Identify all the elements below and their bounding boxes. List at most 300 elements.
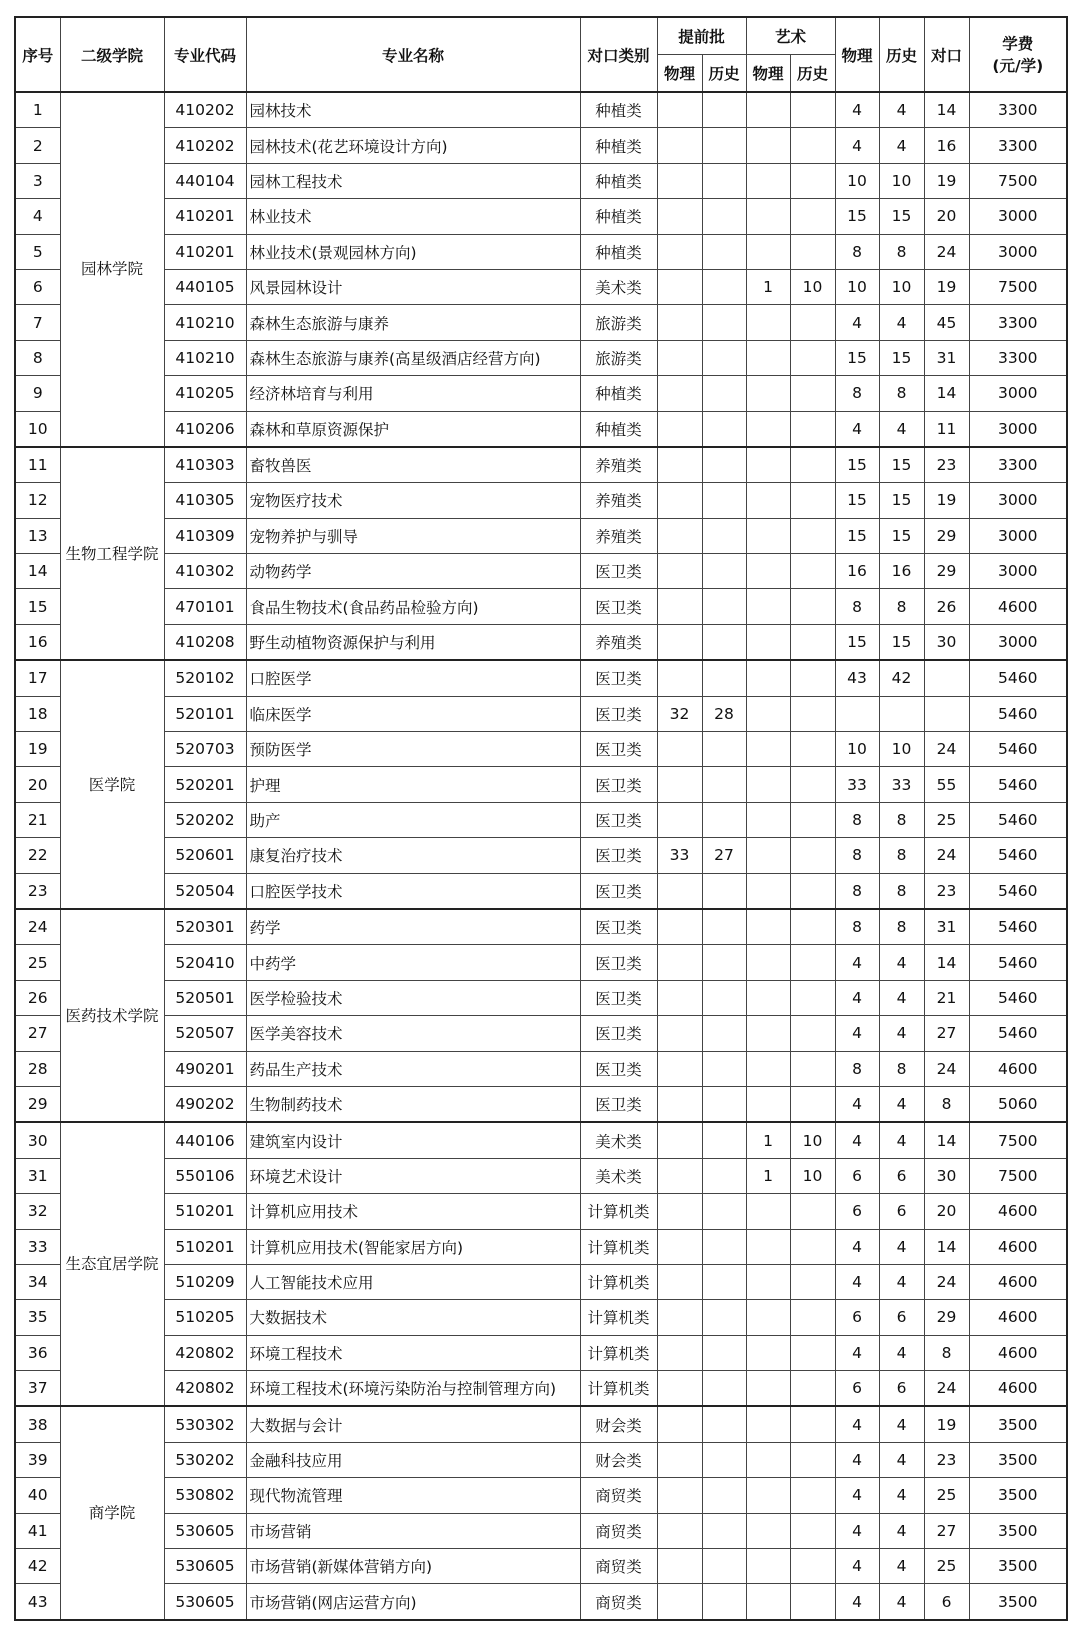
cell-art-physics <box>746 1478 790 1513</box>
cell-category: 医卫类 <box>580 660 657 696</box>
cell-code: 520504 <box>164 873 246 909</box>
cell-code: 520703 <box>164 732 246 767</box>
cell-seq: 35 <box>15 1300 60 1335</box>
cell-early-history <box>702 980 746 1015</box>
cell-name: 风景园林设计 <box>246 269 580 304</box>
cell-name: 环境工程技术(环境污染防治与控制管理方向) <box>246 1371 580 1407</box>
cell-category: 财会类 <box>580 1406 657 1442</box>
cell-category: 医卫类 <box>580 838 657 873</box>
cell-physics: 10 <box>835 269 879 304</box>
cell-early-history <box>702 340 746 375</box>
cell-seq: 12 <box>15 483 60 518</box>
cell-seq: 28 <box>15 1051 60 1086</box>
cell-art-history <box>790 518 835 553</box>
cell-category: 种植类 <box>580 128 657 163</box>
cell-early-physics <box>657 732 702 767</box>
cell-seq: 32 <box>15 1194 60 1229</box>
cell-name: 林业技术 <box>246 199 580 234</box>
cell-fee: 3500 <box>969 1442 1067 1477</box>
cell-fee: 3500 <box>969 1584 1067 1620</box>
cell-seq: 18 <box>15 696 60 731</box>
cell-art-physics <box>746 340 790 375</box>
cell-name: 现代物流管理 <box>246 1478 580 1513</box>
cell-name: 护理 <box>246 767 580 802</box>
cell-art-physics: 1 <box>746 1122 790 1158</box>
cell-early-physics <box>657 1335 702 1370</box>
cell-category: 医卫类 <box>580 980 657 1015</box>
cell-physics: 15 <box>835 483 879 518</box>
cell-code: 530605 <box>164 1584 246 1620</box>
cell-name: 金融科技应用 <box>246 1442 580 1477</box>
cell-art-physics <box>746 1371 790 1407</box>
cell-duikou: 26 <box>924 589 969 624</box>
cell-fee: 3500 <box>969 1513 1067 1548</box>
cell-category: 医卫类 <box>580 873 657 909</box>
cell-duikou: 14 <box>924 1122 969 1158</box>
cell-category: 医卫类 <box>580 945 657 980</box>
header-physics: 物理 <box>835 17 879 92</box>
cell-seq: 24 <box>15 909 60 945</box>
cell-art-physics <box>746 696 790 731</box>
cell-seq: 36 <box>15 1335 60 1370</box>
cell-art-history <box>790 767 835 802</box>
cell-art-history <box>790 376 835 411</box>
cell-history: 4 <box>879 1478 924 1513</box>
cell-fee: 3000 <box>969 376 1067 411</box>
cell-duikou: 24 <box>924 838 969 873</box>
cell-art-history <box>790 305 835 340</box>
cell-early-physics <box>657 1016 702 1051</box>
cell-early-physics <box>657 624 702 660</box>
cell-name: 宠物医疗技术 <box>246 483 580 518</box>
cell-code: 510209 <box>164 1264 246 1299</box>
cell-code: 490202 <box>164 1086 246 1122</box>
table-row <box>15 199 1067 234</box>
cell-category: 种植类 <box>580 163 657 198</box>
cell-early-physics <box>657 234 702 269</box>
cell-physics: 4 <box>835 1229 879 1264</box>
cell-seq: 38 <box>15 1406 60 1442</box>
cell-fee: 3000 <box>969 483 1067 518</box>
cell-physics: 4 <box>835 128 879 163</box>
cell-code: 440105 <box>164 269 246 304</box>
cell-history: 8 <box>879 909 924 945</box>
cell-art-physics <box>746 624 790 660</box>
cell-seq: 26 <box>15 980 60 1015</box>
cell-early-history <box>702 376 746 411</box>
cell-category: 医卫类 <box>580 1086 657 1122</box>
cell-art-physics <box>746 1194 790 1229</box>
cell-early-history <box>702 1335 746 1370</box>
header-early-batch: 提前批 <box>657 17 746 55</box>
cell-art-history <box>790 92 835 128</box>
cell-early-physics <box>657 589 702 624</box>
cell-duikou: 14 <box>924 376 969 411</box>
cell-seq: 6 <box>15 269 60 304</box>
cell-history: 6 <box>879 1371 924 1407</box>
cell-early-physics <box>657 1086 702 1122</box>
table-row <box>15 945 1067 980</box>
cell-art-physics <box>746 732 790 767</box>
cell-name: 人工智能技术应用 <box>246 1264 580 1299</box>
cell-fee: 4600 <box>969 1335 1067 1370</box>
cell-early-history <box>702 1194 746 1229</box>
cell-code: 410201 <box>164 234 246 269</box>
cell-art-history <box>790 1016 835 1051</box>
cell-duikou: 25 <box>924 1549 969 1584</box>
cell-seq: 21 <box>15 802 60 837</box>
table-row <box>15 483 1067 518</box>
cell-early-history <box>702 1122 746 1158</box>
cell-fee: 4600 <box>969 1051 1067 1086</box>
cell-art-physics <box>746 1229 790 1264</box>
cell-duikou: 23 <box>924 1442 969 1477</box>
cell-fee: 5460 <box>969 660 1067 696</box>
cell-category: 计算机类 <box>580 1229 657 1264</box>
cell-history: 4 <box>879 1442 924 1477</box>
cell-early-history <box>702 1549 746 1584</box>
cell-duikou: 30 <box>924 624 969 660</box>
cell-category: 医卫类 <box>580 696 657 731</box>
cell-history: 15 <box>879 199 924 234</box>
cell-name: 计算机应用技术 <box>246 1194 580 1229</box>
cell-early-history <box>702 1229 746 1264</box>
cell-early-physics <box>657 1584 702 1620</box>
cell-seq: 42 <box>15 1549 60 1584</box>
cell-art-history <box>790 660 835 696</box>
cell-early-history <box>702 624 746 660</box>
cell-art-physics <box>746 234 790 269</box>
cell-category: 养殖类 <box>580 624 657 660</box>
header-early-physics: 物理 <box>657 55 702 93</box>
cell-history: 6 <box>879 1158 924 1193</box>
cell-history: 8 <box>879 1051 924 1086</box>
cell-seq: 1 <box>15 92 60 128</box>
cell-early-history <box>702 518 746 553</box>
cell-early-history <box>702 909 746 945</box>
cell-duikou: 55 <box>924 767 969 802</box>
cell-name: 生物制药技术 <box>246 1086 580 1122</box>
cell-early-physics <box>657 376 702 411</box>
header-fee-line2: (元/学) <box>992 56 1044 75</box>
cell-art-physics <box>746 980 790 1015</box>
cell-art-physics <box>746 1264 790 1299</box>
cell-art-physics <box>746 838 790 873</box>
cell-fee: 3300 <box>969 128 1067 163</box>
cell-category: 养殖类 <box>580 447 657 483</box>
cell-duikou: 20 <box>924 199 969 234</box>
cell-art-history <box>790 411 835 447</box>
cell-early-physics <box>657 1264 702 1299</box>
cell-seq: 22 <box>15 838 60 873</box>
table-header <box>15 17 1067 92</box>
cell-duikou: 27 <box>924 1513 969 1548</box>
cell-physics: 8 <box>835 873 879 909</box>
cell-name: 园林技术(花艺环境设计方向) <box>246 128 580 163</box>
cell-art-physics <box>746 1016 790 1051</box>
cell-early-history <box>702 945 746 980</box>
cell-art-physics <box>746 483 790 518</box>
cell-early-history <box>702 269 746 304</box>
cell-early-physics <box>657 447 702 483</box>
cell-art-history <box>790 1335 835 1370</box>
cell-art-history <box>790 1229 835 1264</box>
cell-name: 口腔医学技术 <box>246 873 580 909</box>
cell-code: 520507 <box>164 1016 246 1051</box>
cell-physics: 33 <box>835 767 879 802</box>
cell-art-physics <box>746 305 790 340</box>
header-duikou: 对口 <box>924 17 969 92</box>
cell-category: 种植类 <box>580 376 657 411</box>
cell-early-history <box>702 92 746 128</box>
cell-category: 商贸类 <box>580 1513 657 1548</box>
cell-physics: 4 <box>835 1122 879 1158</box>
cell-art-history <box>790 447 835 483</box>
cell-early-physics <box>657 340 702 375</box>
cell-fee: 3500 <box>969 1478 1067 1513</box>
cell-code: 530605 <box>164 1549 246 1584</box>
cell-code: 510205 <box>164 1300 246 1335</box>
cell-history: 4 <box>879 1122 924 1158</box>
cell-seq: 20 <box>15 767 60 802</box>
cell-name: 临床医学 <box>246 696 580 731</box>
cell-art-history <box>790 1086 835 1122</box>
cell-name: 中药学 <box>246 945 580 980</box>
cell-history: 15 <box>879 447 924 483</box>
cell-duikou: 24 <box>924 732 969 767</box>
cell-fee: 7500 <box>969 1158 1067 1193</box>
cell-code: 410201 <box>164 199 246 234</box>
cell-art-history <box>790 163 835 198</box>
cell-duikou: 19 <box>924 269 969 304</box>
cell-history: 8 <box>879 838 924 873</box>
cell-fee: 4600 <box>969 1229 1067 1264</box>
table-row <box>15 838 1067 873</box>
cell-code: 440106 <box>164 1122 246 1158</box>
cell-category: 旅游类 <box>580 305 657 340</box>
cell-early-history <box>702 305 746 340</box>
table-row <box>15 1335 1067 1370</box>
cell-fee: 4600 <box>969 1300 1067 1335</box>
cell-duikou: 21 <box>924 980 969 1015</box>
cell-name: 宠物养护与驯导 <box>246 518 580 553</box>
cell-physics: 15 <box>835 199 879 234</box>
cell-art-physics <box>746 767 790 802</box>
cell-seq: 30 <box>15 1122 60 1158</box>
cell-name: 建筑室内设计 <box>246 1122 580 1158</box>
cell-category: 医卫类 <box>580 909 657 945</box>
table-row <box>15 1194 1067 1229</box>
cell-fee: 7500 <box>969 1122 1067 1158</box>
cell-history: 6 <box>879 1194 924 1229</box>
cell-code: 410305 <box>164 483 246 518</box>
cell-code: 410208 <box>164 624 246 660</box>
cell-art-history <box>790 909 835 945</box>
cell-early-history <box>702 1406 746 1442</box>
cell-name: 森林生态旅游与康养 <box>246 305 580 340</box>
cell-seq: 10 <box>15 411 60 447</box>
cell-category: 医卫类 <box>580 732 657 767</box>
cell-category: 美术类 <box>580 269 657 304</box>
cell-early-physics <box>657 199 702 234</box>
cell-early-physics <box>657 1158 702 1193</box>
cell-physics: 4 <box>835 305 879 340</box>
cell-duikou: 14 <box>924 945 969 980</box>
cell-code: 520410 <box>164 945 246 980</box>
cell-code: 510201 <box>164 1194 246 1229</box>
cell-early-physics: 32 <box>657 696 702 731</box>
table-row <box>15 234 1067 269</box>
cell-physics: 4 <box>835 1478 879 1513</box>
cell-fee: 5060 <box>969 1086 1067 1122</box>
cell-duikou: 20 <box>924 1194 969 1229</box>
cell-early-history <box>702 1051 746 1086</box>
cell-early-physics <box>657 554 702 589</box>
cell-code: 410210 <box>164 305 246 340</box>
header-code: 专业代码 <box>164 17 246 92</box>
cell-fee: 5460 <box>969 873 1067 909</box>
cell-name: 动物药学 <box>246 554 580 589</box>
cell-name: 康复治疗技术 <box>246 838 580 873</box>
cell-name: 环境工程技术 <box>246 1335 580 1370</box>
cell-history: 15 <box>879 518 924 553</box>
cell-code: 520201 <box>164 767 246 802</box>
cell-duikou: 24 <box>924 1371 969 1407</box>
cell-art-physics <box>746 518 790 553</box>
cell-seq: 39 <box>15 1442 60 1477</box>
cell-name: 园林工程技术 <box>246 163 580 198</box>
cell-early-history: 28 <box>702 696 746 731</box>
cell-early-history <box>702 128 746 163</box>
cell-duikou: 25 <box>924 802 969 837</box>
cell-college: 园林学院 <box>60 92 164 447</box>
cell-history: 4 <box>879 980 924 1015</box>
cell-name: 环境艺术设计 <box>246 1158 580 1193</box>
cell-art-history <box>790 1442 835 1477</box>
cell-art-physics <box>746 128 790 163</box>
cell-art-history <box>790 945 835 980</box>
cell-code: 520202 <box>164 802 246 837</box>
cell-art-history <box>790 199 835 234</box>
cell-duikou <box>924 696 969 731</box>
cell-category: 养殖类 <box>580 518 657 553</box>
header-fee <box>969 17 1067 92</box>
cell-early-history <box>702 873 746 909</box>
cell-seq: 23 <box>15 873 60 909</box>
cell-art-physics <box>746 376 790 411</box>
cell-history: 4 <box>879 1335 924 1370</box>
cell-art-physics <box>746 660 790 696</box>
cell-early-physics <box>657 802 702 837</box>
table-row <box>15 269 1067 304</box>
table-row <box>15 802 1067 837</box>
cell-seq: 19 <box>15 732 60 767</box>
cell-code: 410202 <box>164 92 246 128</box>
table-body <box>15 92 1067 1620</box>
cell-seq: 9 <box>15 376 60 411</box>
cell-early-physics <box>657 767 702 802</box>
cell-fee: 4600 <box>969 1194 1067 1229</box>
cell-art-history <box>790 589 835 624</box>
cell-early-history <box>702 199 746 234</box>
cell-physics: 6 <box>835 1371 879 1407</box>
cell-fee: 4600 <box>969 589 1067 624</box>
cell-seq: 29 <box>15 1086 60 1122</box>
cell-physics: 4 <box>835 92 879 128</box>
cell-art-history <box>790 128 835 163</box>
cell-college: 医学院 <box>60 660 164 909</box>
cell-early-history <box>702 1371 746 1407</box>
cell-duikou: 30 <box>924 1158 969 1193</box>
table-row <box>15 1549 1067 1584</box>
cell-physics: 6 <box>835 1158 879 1193</box>
cell-category: 美术类 <box>580 1122 657 1158</box>
cell-code: 520101 <box>164 696 246 731</box>
cell-fee: 3300 <box>969 447 1067 483</box>
cell-art-history <box>790 873 835 909</box>
cell-early-physics <box>657 945 702 980</box>
cell-code: 520102 <box>164 660 246 696</box>
cell-history: 10 <box>879 163 924 198</box>
cell-fee: 5460 <box>969 980 1067 1015</box>
cell-art-physics: 1 <box>746 269 790 304</box>
cell-early-history <box>702 1478 746 1513</box>
cell-category: 医卫类 <box>580 554 657 589</box>
table-row <box>15 1158 1067 1193</box>
cell-history: 4 <box>879 1513 924 1548</box>
cell-early-history <box>702 732 746 767</box>
header-early-history: 历史 <box>702 55 746 93</box>
header-art-physics: 物理 <box>746 55 790 93</box>
cell-early-physics <box>657 1478 702 1513</box>
cell-college: 生态宜居学院 <box>60 1122 164 1406</box>
cell-physics: 8 <box>835 376 879 411</box>
cell-art-physics <box>746 1086 790 1122</box>
table-row <box>15 340 1067 375</box>
cell-category: 美术类 <box>580 1158 657 1193</box>
cell-art-history <box>790 1371 835 1407</box>
header-fee-line1: 学费 <box>1002 34 1034 53</box>
cell-early-history <box>702 483 746 518</box>
cell-fee: 5460 <box>969 1016 1067 1051</box>
cell-name: 园林技术 <box>246 92 580 128</box>
cell-physics: 4 <box>835 1584 879 1620</box>
cell-fee: 7500 <box>969 163 1067 198</box>
cell-history: 4 <box>879 945 924 980</box>
cell-early-history: 27 <box>702 838 746 873</box>
cell-code: 520301 <box>164 909 246 945</box>
cell-art-physics <box>746 554 790 589</box>
cell-art-history: 10 <box>790 269 835 304</box>
cell-seq: 43 <box>15 1584 60 1620</box>
cell-duikou: 19 <box>924 1406 969 1442</box>
table-row <box>15 1371 1067 1407</box>
header-art-history: 历史 <box>790 55 835 93</box>
table-row <box>15 411 1067 447</box>
cell-category: 种植类 <box>580 234 657 269</box>
cell-college: 商学院 <box>60 1406 164 1619</box>
table-row <box>15 1016 1067 1051</box>
cell-art-history <box>790 340 835 375</box>
cell-art-physics <box>746 873 790 909</box>
cell-art-history <box>790 802 835 837</box>
cell-category: 种植类 <box>580 199 657 234</box>
cell-early-physics <box>657 305 702 340</box>
cell-physics: 4 <box>835 1335 879 1370</box>
cell-code: 410303 <box>164 447 246 483</box>
header-category: 对口类别 <box>580 17 657 92</box>
cell-code: 410202 <box>164 128 246 163</box>
